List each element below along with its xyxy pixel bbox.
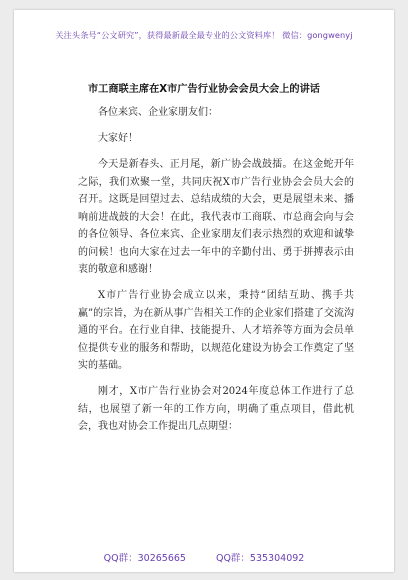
footer-qq-group-2: QQ群：535304092	[215, 553, 305, 564]
document-body	[78, 104, 354, 444]
body-paragraph: 今天是新春头、正月尾，新广协会战鼓擂。在这金蛇开年之际，我们欢聚一堂，共同庆祝X市广告行业协会会员大会的召开。这既是回望过去、总结成绩的大会，更是展望未来、播响前进战鼓的大会！在此，我代表市工商联、市总商会向与会的各位领导、各位来宾、企业家朋友们表示热烈的欢迎和诚挚的问候！也向大家在过去一年中的辛勤付出、勇于拼搏表示由衷的敬意和感谢！	[78, 159, 354, 275]
document-title: 市工商联主席在X市广告行业协会会员大会上的讲话	[88, 84, 320, 95]
footer-qq-group-1: QQ群：30265665	[103, 553, 186, 564]
document-page	[14, 10, 394, 572]
salutation: 各位来宾、企业家朋友们：	[98, 107, 218, 118]
footer	[14, 550, 394, 564]
greeting: 大家好！	[98, 133, 138, 144]
header-note: 关注头条号“公文研究”，获得最新最全最专业的公文资料库！ 微信：gongwenyj	[55, 30, 353, 40]
body-paragraph: X市广告行业协会成立以来，秉持“团结互助、携手共赢”的宗旨，为在新从事广告相关工作的企业家们搭建了交流沟通的平台。在行业自律、技能提升、人才培养等方面为会员单位提供专业的服务和帮助，以规范化建设为协会工作奠定了坚实的基础。	[78, 290, 354, 371]
body-paragraph: 刚才，X市广告行业协会对2024年度总体工作进行了总结，也展望了新一年的工作方向，明确了重点项目，借此机会，我也对协会工作提出几点期望：	[78, 386, 354, 432]
